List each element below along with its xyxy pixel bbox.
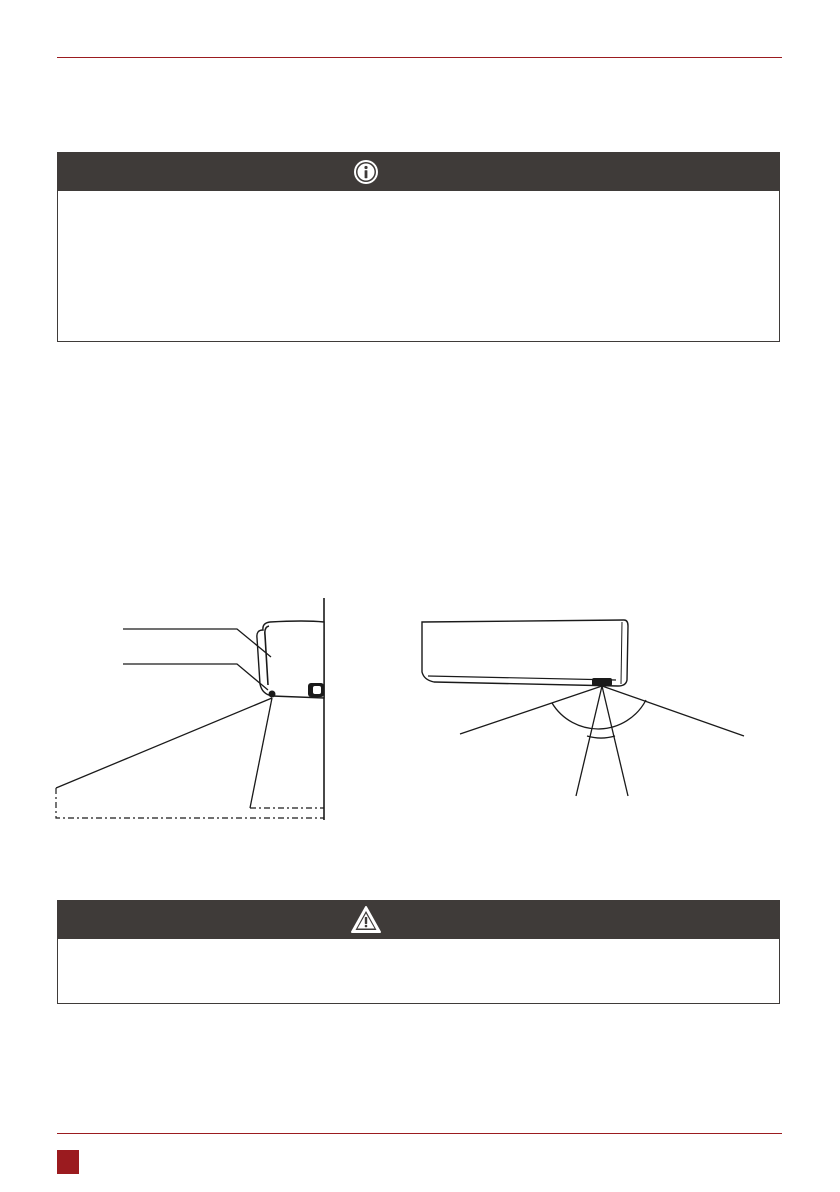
front-view-diagram	[410, 610, 755, 805]
page-number-marker	[57, 1150, 79, 1174]
info-box-header	[58, 153, 779, 191]
info-box-text	[58, 191, 779, 207]
page-number	[57, 1150, 79, 1174]
info-icon	[352, 158, 380, 186]
info-box	[57, 152, 780, 342]
warning-box-text	[58, 939, 779, 955]
top-rule	[57, 57, 782, 58]
warning-triangle-icon	[350, 905, 382, 935]
side-view-diagram	[50, 590, 340, 830]
warning-box-header	[58, 901, 779, 939]
bottom-rule	[57, 1133, 782, 1134]
warning-box	[57, 900, 780, 1004]
